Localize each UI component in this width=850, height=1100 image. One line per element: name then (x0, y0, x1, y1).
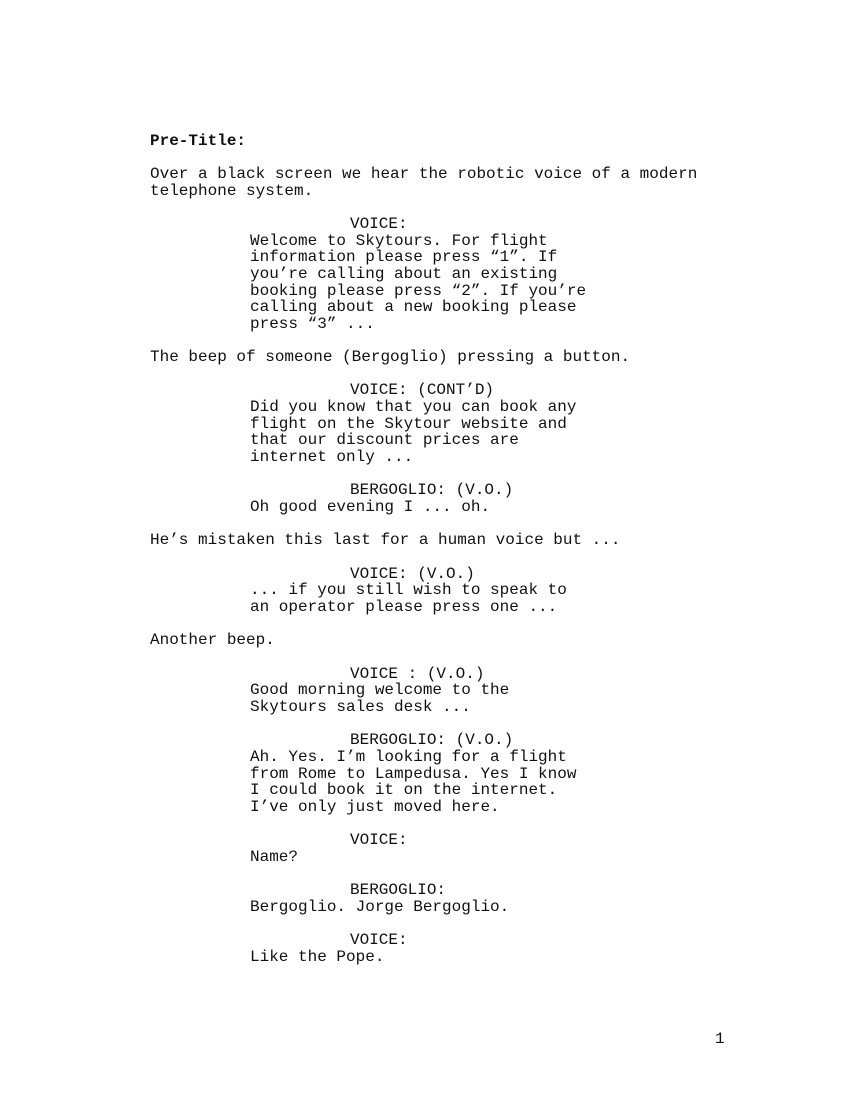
dialogue-line: Good morning welcome to the (250, 681, 510, 699)
character-cue: VOICE: (350, 931, 408, 949)
character-cue: BERGOGLIO: (V.O.) (350, 481, 514, 499)
dialogue-line: Ah. Yes. I’m looking for a flight (250, 748, 567, 766)
dialogue-line: Oh good evening I ... oh. (250, 498, 491, 516)
dialogue-line: I’ve only just moved here. (250, 798, 500, 816)
dialogue-line: I could book it on the internet. (250, 781, 558, 799)
dialogue-line: ... if you still wish to speak to (250, 581, 567, 599)
dialogue-line: Did you know that you can book any (250, 398, 577, 416)
dialogue-line: that our discount prices are (250, 431, 519, 449)
character-cue: VOICE : (V.O.) (350, 665, 485, 683)
dialogue-line: information please press “1”. If (250, 248, 558, 266)
dialogue-line: Skytours sales desk ... (250, 698, 471, 716)
character-cue: VOICE: (350, 215, 408, 233)
action-line: Another beep. (150, 631, 275, 649)
dialogue-line: internet only ... (250, 448, 414, 466)
dialogue-line: an operator please press one ... (250, 598, 558, 616)
dialogue-line: Bergoglio. Jorge Bergoglio. (250, 898, 510, 916)
scene-heading: Pre-Title: (150, 132, 247, 150)
character-cue: BERGOGLIO: (350, 881, 447, 899)
dialogue-line: booking please press “2”. If you’re (250, 282, 587, 300)
character-cue: VOICE: (V.O.) (350, 565, 475, 583)
dialogue-line: you’re calling about an existing (250, 265, 558, 283)
dialogue-line: calling about a new booking please (250, 298, 577, 316)
character-cue: VOICE: (350, 831, 408, 849)
action-line: He’s mistaken this last for a human voice but ... (150, 531, 621, 549)
action-line: Over a black screen we hear the robotic voice of a modern (150, 165, 698, 183)
dialogue-line: press “3” ... (250, 315, 375, 333)
dialogue-line: Welcome to Skytours. For flight (250, 232, 548, 250)
action-line: The beep of someone (Bergoglio) pressing a button. (150, 348, 631, 366)
character-cue: VOICE: (CONT’D) (350, 381, 495, 399)
page-number: 1 (715, 1030, 725, 1048)
action-line: telephone system. (150, 182, 314, 200)
dialogue-line: from Rome to Lampedusa. Yes I know (250, 765, 577, 783)
dialogue-line: Like the Pope. (250, 948, 385, 966)
dialogue-line: flight on the Skytour website and (250, 415, 567, 433)
dialogue-line: Name? (250, 848, 299, 866)
character-cue: BERGOGLIO: (V.O.) (350, 731, 514, 749)
